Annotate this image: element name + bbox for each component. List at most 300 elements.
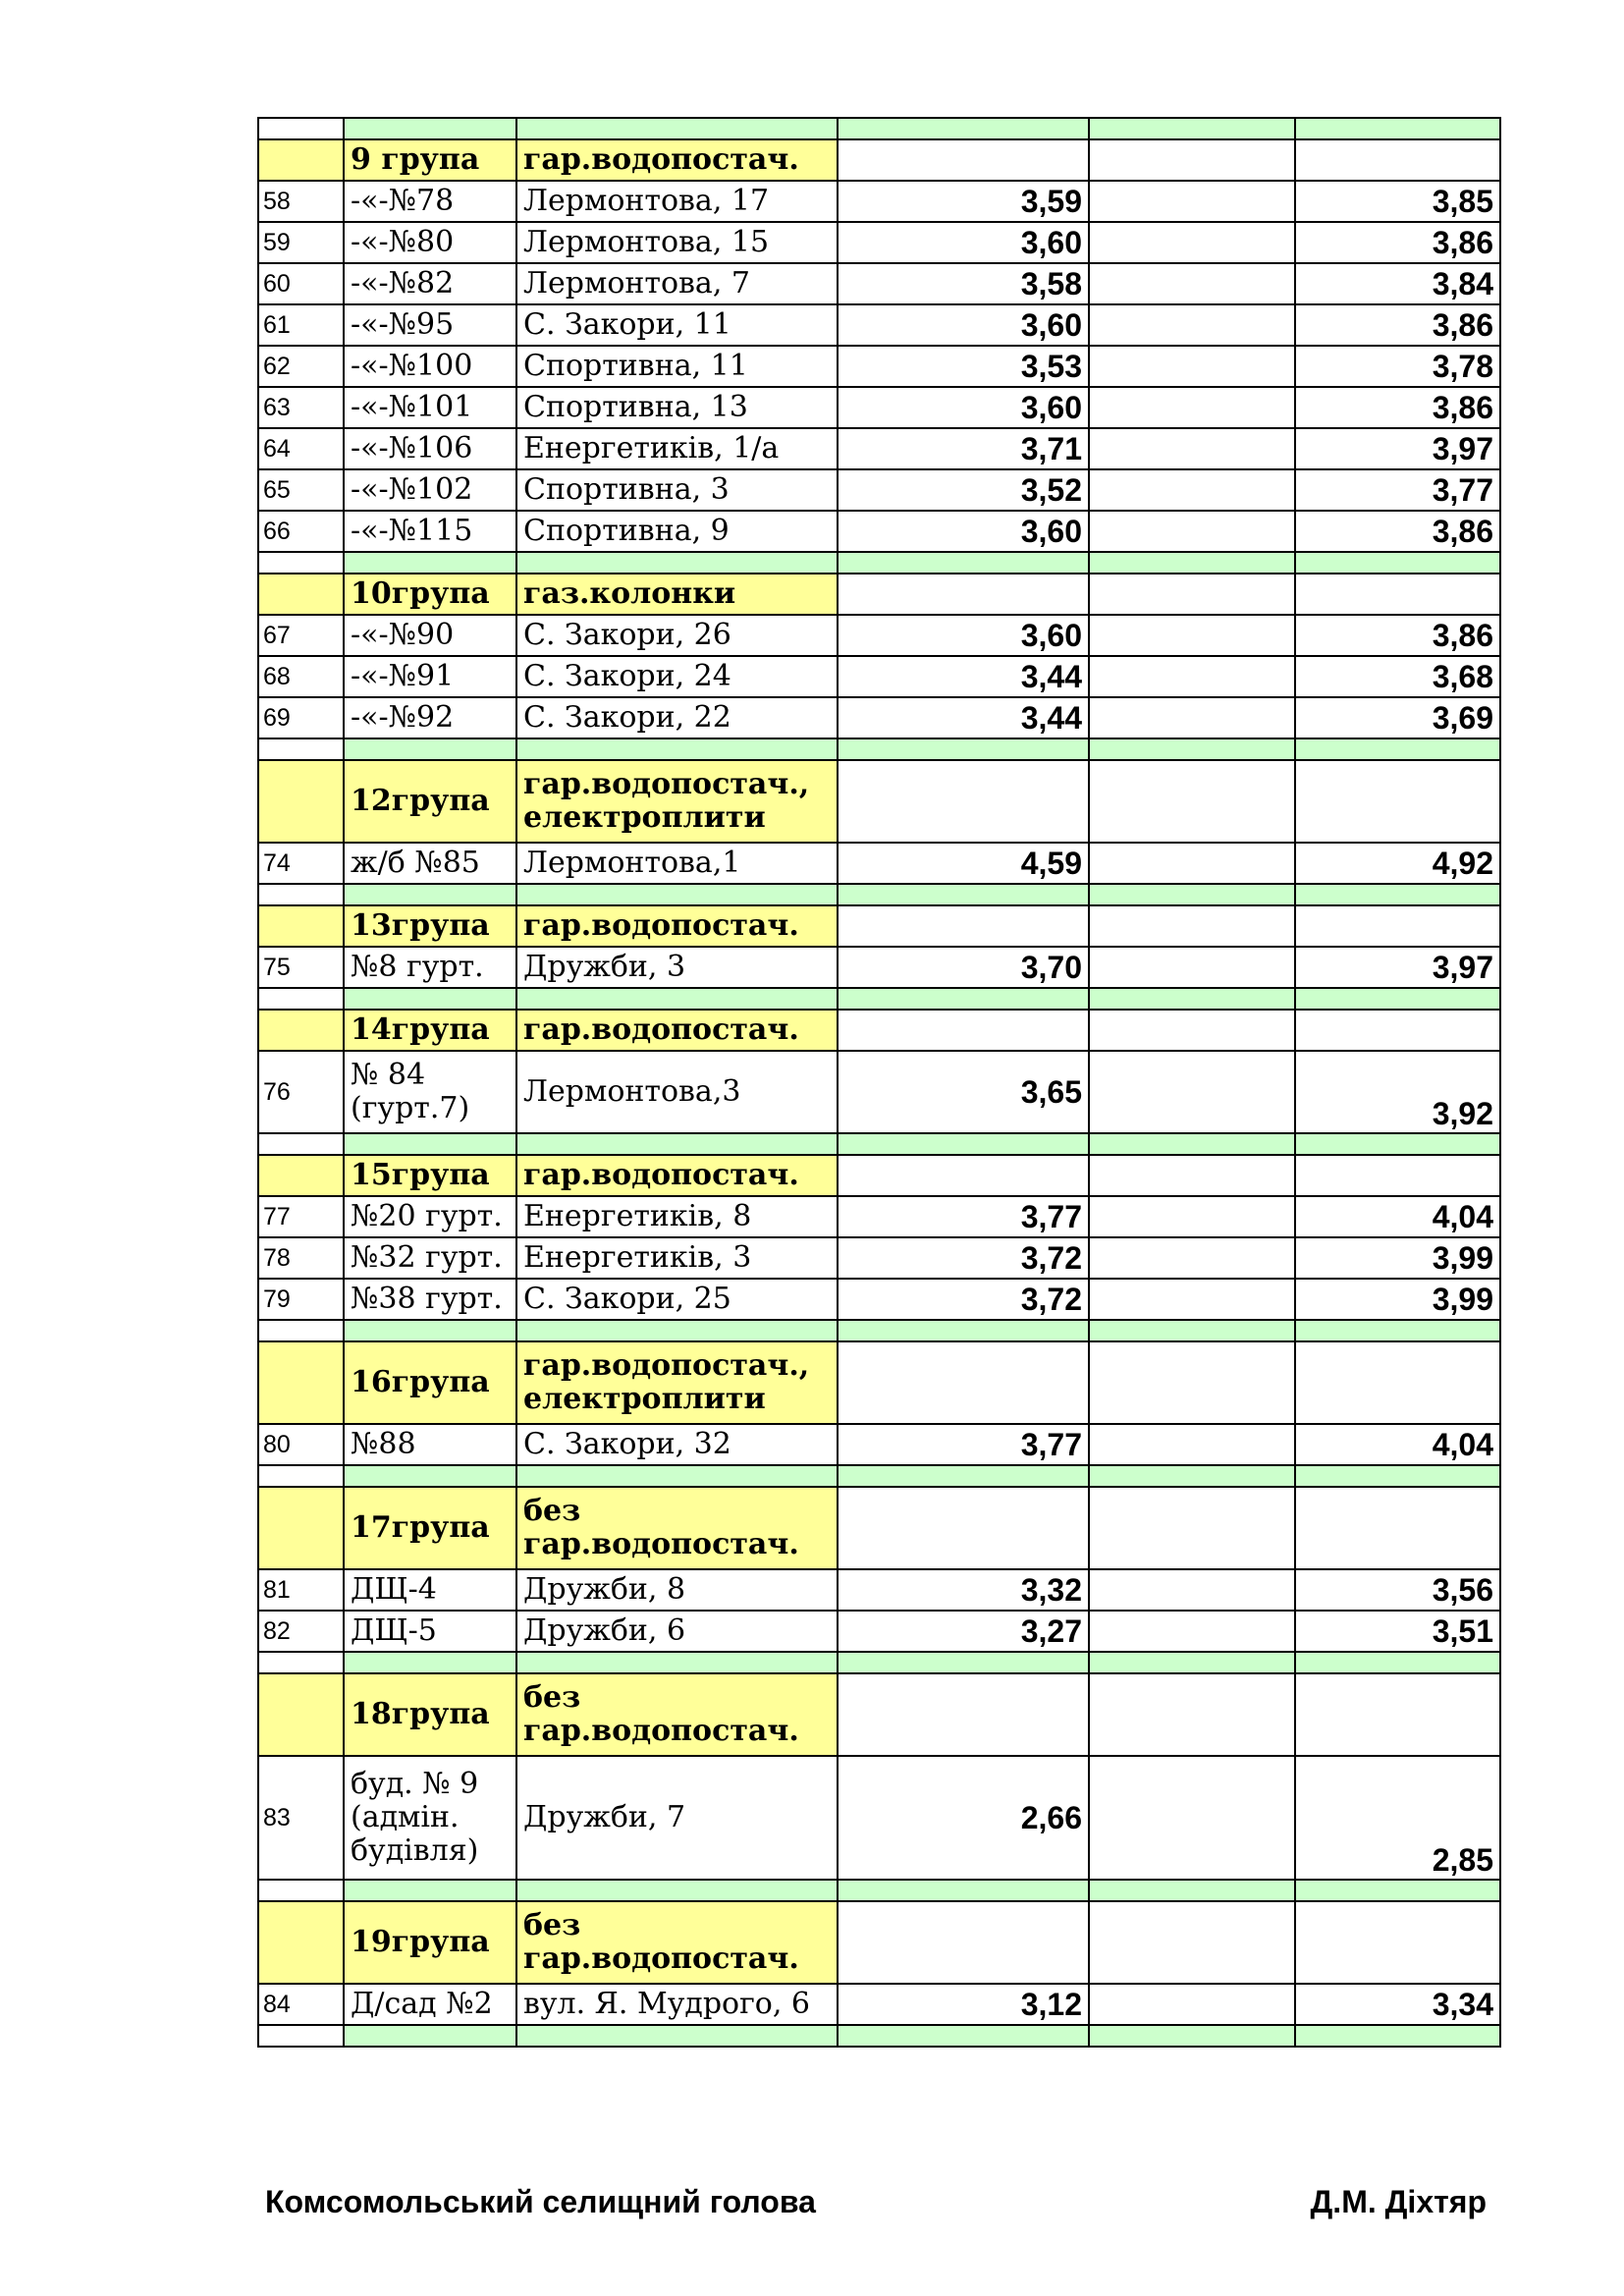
table-row xyxy=(258,1569,1500,1611)
group-name: 9 група xyxy=(344,139,516,181)
object-name: -«-№115 xyxy=(344,511,516,552)
tariff-value-2: 3,78 xyxy=(1295,346,1500,387)
tariff-value-2: 2,85 xyxy=(1295,1756,1500,1880)
separator-cell xyxy=(1295,1320,1500,1341)
separator-cell xyxy=(1089,118,1295,139)
row-number: 74 xyxy=(258,843,344,884)
empty-cell xyxy=(1089,697,1295,738)
group-header-row xyxy=(258,1010,1500,1051)
empty-cell xyxy=(838,139,1089,181)
table-row xyxy=(258,843,1500,884)
tariff-value-2: 3,69 xyxy=(1295,697,1500,738)
empty-cell xyxy=(1089,1487,1295,1569)
separator-cell xyxy=(516,2025,838,2047)
tariff-value-2: 3,99 xyxy=(1295,1279,1500,1320)
row-number: 58 xyxy=(258,181,344,222)
table-row xyxy=(258,656,1500,697)
empty-cell xyxy=(1089,304,1295,346)
group-header-row xyxy=(258,574,1500,615)
tariff-value-2: 3,77 xyxy=(1295,469,1500,511)
separator-cell xyxy=(258,552,344,574)
empty-cell xyxy=(1295,1155,1500,1196)
table-row xyxy=(258,1279,1500,1320)
separator-cell xyxy=(838,1652,1089,1673)
separator-cell xyxy=(344,1880,516,1901)
table-row xyxy=(258,222,1500,263)
address: Лермонтова,1 xyxy=(516,843,838,884)
row-number: 76 xyxy=(258,1051,344,1133)
empty-cell xyxy=(1089,1611,1295,1652)
separator-cell xyxy=(1089,1320,1295,1341)
object-name: №38 гурт. xyxy=(344,1279,516,1320)
separator-cell xyxy=(838,884,1089,905)
row-number: 61 xyxy=(258,304,344,346)
group-empty-cell xyxy=(258,1673,344,1756)
address: С. Закори, 25 xyxy=(516,1279,838,1320)
empty-cell xyxy=(1089,1984,1295,2025)
object-name: -«-№92 xyxy=(344,697,516,738)
tariff-value-1: 3,70 xyxy=(838,947,1089,988)
signatory-name: Д.М. Діхтяр xyxy=(1310,2184,1487,2219)
empty-cell xyxy=(1089,1237,1295,1279)
address: С. Закори, 22 xyxy=(516,697,838,738)
group-description: гар.водопостач. xyxy=(516,1010,838,1051)
empty-cell xyxy=(1295,760,1500,843)
separator-row xyxy=(258,552,1500,574)
separator-cell xyxy=(516,1320,838,1341)
tariff-value-2: 3,97 xyxy=(1295,428,1500,469)
tariff-value-1: 3,65 xyxy=(838,1051,1089,1133)
separator-cell xyxy=(344,1320,516,1341)
row-number: 60 xyxy=(258,263,344,304)
object-name: Д/сад №2 xyxy=(344,1984,516,2025)
empty-cell xyxy=(1089,615,1295,656)
row-number: 66 xyxy=(258,511,344,552)
address: С. Закори, 26 xyxy=(516,615,838,656)
separator-cell xyxy=(838,2025,1089,2047)
empty-cell xyxy=(838,1901,1089,1984)
empty-cell xyxy=(1089,843,1295,884)
signature-title: Комсомольський селищний голова xyxy=(265,2184,816,2219)
separator-cell xyxy=(344,1133,516,1155)
separator-cell xyxy=(1089,552,1295,574)
separator-cell xyxy=(1295,1652,1500,1673)
empty-cell xyxy=(1089,1010,1295,1051)
object-name: буд. № 9 (адмін. будівля) xyxy=(344,1756,516,1880)
empty-cell xyxy=(1089,428,1295,469)
row-number: 67 xyxy=(258,615,344,656)
row-number: 83 xyxy=(258,1756,344,1880)
separator-cell xyxy=(258,2025,344,2047)
tariff-value-2: 3,86 xyxy=(1295,615,1500,656)
empty-cell xyxy=(1295,1341,1500,1424)
separator-cell xyxy=(1295,1133,1500,1155)
tariff-value-1: 3,60 xyxy=(838,387,1089,428)
row-number: 84 xyxy=(258,1984,344,2025)
empty-cell xyxy=(1089,1901,1295,1984)
empty-cell xyxy=(838,905,1089,947)
tariff-value-1: 3,72 xyxy=(838,1279,1089,1320)
group-description: гар.водопостач., електроплити xyxy=(516,760,838,843)
group-header-row xyxy=(258,1487,1500,1569)
table-row xyxy=(258,1611,1500,1652)
object-name: №88 xyxy=(344,1424,516,1465)
empty-cell xyxy=(1089,947,1295,988)
separator-cell xyxy=(344,884,516,905)
address: Лермонтова,3 xyxy=(516,1051,838,1133)
object-name: ДЩ-5 xyxy=(344,1611,516,1652)
group-header-row xyxy=(258,139,1500,181)
separator-row xyxy=(258,118,1500,139)
row-number: 65 xyxy=(258,469,344,511)
group-description: гар.водопостач., електроплити xyxy=(516,1341,838,1424)
empty-cell xyxy=(1089,469,1295,511)
empty-cell xyxy=(1089,1569,1295,1611)
object-name: -«-№80 xyxy=(344,222,516,263)
row-number: 78 xyxy=(258,1237,344,1279)
empty-cell xyxy=(838,760,1089,843)
tariff-value-1: 3,27 xyxy=(838,1611,1089,1652)
separator-row xyxy=(258,1320,1500,1341)
row-number: 75 xyxy=(258,947,344,988)
empty-cell xyxy=(1089,1155,1295,1196)
tariff-table xyxy=(257,117,1501,2048)
separator-cell xyxy=(516,1133,838,1155)
empty-cell xyxy=(1089,511,1295,552)
separator-cell xyxy=(258,884,344,905)
group-name: 18група xyxy=(344,1673,516,1756)
separator-cell xyxy=(1089,2025,1295,2047)
address: Дружби, 3 xyxy=(516,947,838,988)
table-row xyxy=(258,263,1500,304)
empty-cell xyxy=(1089,346,1295,387)
group-header-row xyxy=(258,1341,1500,1424)
separator-cell xyxy=(516,1652,838,1673)
separator-cell xyxy=(516,738,838,760)
separator-cell xyxy=(258,1465,344,1487)
group-description: без гар.водопостач. xyxy=(516,1673,838,1756)
separator-cell xyxy=(1295,1880,1500,1901)
address: Лермонтова, 15 xyxy=(516,222,838,263)
empty-cell xyxy=(838,1673,1089,1756)
separator-cell xyxy=(1295,2025,1500,2047)
tariff-value-2: 4,92 xyxy=(1295,843,1500,884)
empty-cell xyxy=(1089,263,1295,304)
group-header-row xyxy=(258,760,1500,843)
table-row xyxy=(258,1424,1500,1465)
empty-cell xyxy=(1089,656,1295,697)
tariff-value-1: 3,52 xyxy=(838,469,1089,511)
group-name: 13група xyxy=(344,905,516,947)
group-header-row xyxy=(258,905,1500,947)
row-number: 68 xyxy=(258,656,344,697)
tariff-value-2: 3,56 xyxy=(1295,1569,1500,1611)
tariff-value-2: 3,84 xyxy=(1295,263,1500,304)
address: Дружби, 6 xyxy=(516,1611,838,1652)
tariff-value-2: 4,04 xyxy=(1295,1196,1500,1237)
separator-cell xyxy=(838,988,1089,1010)
tariff-value-1: 3,60 xyxy=(838,304,1089,346)
table-row xyxy=(258,1984,1500,2025)
separator-cell xyxy=(838,1880,1089,1901)
separator-row xyxy=(258,2025,1500,2047)
separator-row xyxy=(258,738,1500,760)
group-empty-cell xyxy=(258,1155,344,1196)
tariff-value-1: 3,44 xyxy=(838,697,1089,738)
separator-cell xyxy=(516,552,838,574)
empty-cell xyxy=(1089,181,1295,222)
separator-cell xyxy=(258,118,344,139)
separator-row xyxy=(258,1133,1500,1155)
empty-cell xyxy=(1089,905,1295,947)
object-name: -«-№95 xyxy=(344,304,516,346)
group-empty-cell xyxy=(258,1341,344,1424)
empty-cell xyxy=(1089,760,1295,843)
empty-cell xyxy=(838,1155,1089,1196)
separator-cell xyxy=(258,1652,344,1673)
tariff-value-2: 3,86 xyxy=(1295,511,1500,552)
empty-cell xyxy=(1089,574,1295,615)
separator-row xyxy=(258,988,1500,1010)
separator-cell xyxy=(1295,884,1500,905)
tariff-value-2: 4,04 xyxy=(1295,1424,1500,1465)
group-name: 10група xyxy=(344,574,516,615)
tariff-value-1: 3,60 xyxy=(838,615,1089,656)
group-empty-cell xyxy=(258,1487,344,1569)
address: Спортивна, 3 xyxy=(516,469,838,511)
tariff-value-1: 3,71 xyxy=(838,428,1089,469)
row-number: 79 xyxy=(258,1279,344,1320)
row-number: 77 xyxy=(258,1196,344,1237)
separator-cell xyxy=(1089,1652,1295,1673)
separator-cell xyxy=(838,118,1089,139)
separator-cell xyxy=(516,1880,838,1901)
tariff-value-1: 3,77 xyxy=(838,1196,1089,1237)
separator-cell xyxy=(1295,118,1500,139)
tariff-value-2: 3,51 xyxy=(1295,1611,1500,1652)
table-row xyxy=(258,181,1500,222)
separator-cell xyxy=(838,1133,1089,1155)
group-description: гар.водопостач. xyxy=(516,139,838,181)
group-description: газ.колонки xyxy=(516,574,838,615)
group-empty-cell xyxy=(258,1901,344,1984)
table-row xyxy=(258,1051,1500,1133)
group-header-row xyxy=(258,1901,1500,1984)
tariff-value-1: 3,12 xyxy=(838,1984,1089,2025)
object-name: -«-№91 xyxy=(344,656,516,697)
empty-cell xyxy=(1295,1673,1500,1756)
row-number: 81 xyxy=(258,1569,344,1611)
object-name: №20 гурт. xyxy=(344,1196,516,1237)
separator-cell xyxy=(258,1133,344,1155)
tariff-value-2: 3,86 xyxy=(1295,304,1500,346)
empty-cell xyxy=(838,1487,1089,1569)
separator-cell xyxy=(1295,552,1500,574)
empty-cell xyxy=(1295,574,1500,615)
empty-cell xyxy=(1089,1279,1295,1320)
separator-cell xyxy=(516,988,838,1010)
separator-cell xyxy=(516,1465,838,1487)
empty-cell xyxy=(1295,1901,1500,1984)
group-empty-cell xyxy=(258,760,344,843)
group-name: 14група xyxy=(344,1010,516,1051)
object-name: №32 гурт. xyxy=(344,1237,516,1279)
empty-cell xyxy=(1295,1010,1500,1051)
object-name: -«-№102 xyxy=(344,469,516,511)
empty-cell xyxy=(1089,1424,1295,1465)
empty-cell xyxy=(1089,1341,1295,1424)
row-number: 82 xyxy=(258,1611,344,1652)
separator-cell xyxy=(516,884,838,905)
tariff-value-2: 3,85 xyxy=(1295,181,1500,222)
empty-cell xyxy=(838,1341,1089,1424)
group-name: 16група xyxy=(344,1341,516,1424)
empty-cell xyxy=(1295,1487,1500,1569)
tariff-value-1: 3,44 xyxy=(838,656,1089,697)
tariff-value-1: 3,60 xyxy=(838,222,1089,263)
address: Спортивна, 9 xyxy=(516,511,838,552)
empty-cell xyxy=(1295,139,1500,181)
tariff-value-2: 3,34 xyxy=(1295,1984,1500,2025)
tariff-value-2: 3,86 xyxy=(1295,222,1500,263)
tariff-value-1: 3,72 xyxy=(838,1237,1089,1279)
empty-cell xyxy=(1089,222,1295,263)
separator-cell xyxy=(838,1320,1089,1341)
tariff-value-1: 3,77 xyxy=(838,1424,1089,1465)
address: Дружби, 8 xyxy=(516,1569,838,1611)
empty-cell xyxy=(1089,1051,1295,1133)
tariff-value-2: 3,99 xyxy=(1295,1237,1500,1279)
empty-cell xyxy=(1089,1673,1295,1756)
tariff-value-2: 3,97 xyxy=(1295,947,1500,988)
object-name: -«-№90 xyxy=(344,615,516,656)
address: Енергетиків, 3 xyxy=(516,1237,838,1279)
empty-cell xyxy=(838,1010,1089,1051)
empty-cell xyxy=(838,574,1089,615)
group-description: гар.водопостач. xyxy=(516,1155,838,1196)
separator-cell xyxy=(1295,1465,1500,1487)
group-description: гар.водопостач. xyxy=(516,905,838,947)
object-name: ДЩ-4 xyxy=(344,1569,516,1611)
separator-cell xyxy=(344,738,516,760)
group-header-row xyxy=(258,1673,1500,1756)
tariff-value-2: 3,68 xyxy=(1295,656,1500,697)
address: Лермонтова, 7 xyxy=(516,263,838,304)
address: Дружби, 7 xyxy=(516,1756,838,1880)
address: Енергетиків, 8 xyxy=(516,1196,838,1237)
address: вул. Я. Мудрого, 6 xyxy=(516,1984,838,2025)
group-name: 19група xyxy=(344,1901,516,1984)
object-name: -«-№100 xyxy=(344,346,516,387)
object-name: ж/б №85 xyxy=(344,843,516,884)
group-empty-cell xyxy=(258,574,344,615)
tariff-value-1: 2,66 xyxy=(838,1756,1089,1880)
group-name: 17група xyxy=(344,1487,516,1569)
table-row xyxy=(258,304,1500,346)
group-name: 15група xyxy=(344,1155,516,1196)
group-empty-cell xyxy=(258,1010,344,1051)
tariff-value-1: 3,32 xyxy=(838,1569,1089,1611)
table-row xyxy=(258,1196,1500,1237)
object-name: -«-№82 xyxy=(344,263,516,304)
table-row xyxy=(258,428,1500,469)
row-number: 80 xyxy=(258,1424,344,1465)
object-name: -«-№78 xyxy=(344,181,516,222)
separator-cell xyxy=(258,1320,344,1341)
separator-cell xyxy=(258,1880,344,1901)
table-row xyxy=(258,697,1500,738)
separator-cell xyxy=(1295,738,1500,760)
separator-cell xyxy=(1089,1465,1295,1487)
address: Енергетиків, 1/а xyxy=(516,428,838,469)
object-name: -«-№106 xyxy=(344,428,516,469)
empty-cell xyxy=(1089,1196,1295,1237)
separator-cell xyxy=(516,118,838,139)
separator-cell xyxy=(1295,988,1500,1010)
empty-cell xyxy=(1089,139,1295,181)
empty-cell xyxy=(1089,1756,1295,1880)
row-number: 63 xyxy=(258,387,344,428)
group-description: без гар.водопостач. xyxy=(516,1901,838,1984)
table-row xyxy=(258,947,1500,988)
row-number: 64 xyxy=(258,428,344,469)
separator-cell xyxy=(1089,738,1295,760)
separator-cell xyxy=(344,118,516,139)
group-name: 12група xyxy=(344,760,516,843)
address: Спортивна, 11 xyxy=(516,346,838,387)
table-row xyxy=(258,1756,1500,1880)
tariff-value-2: 3,92 xyxy=(1295,1051,1500,1133)
object-name: № 84 (гурт.7) xyxy=(344,1051,516,1133)
table-row xyxy=(258,1237,1500,1279)
separator-row xyxy=(258,884,1500,905)
empty-cell xyxy=(1295,905,1500,947)
separator-cell xyxy=(838,738,1089,760)
separator-cell xyxy=(1089,988,1295,1010)
address: Спортивна, 13 xyxy=(516,387,838,428)
separator-row xyxy=(258,1880,1500,1901)
separator-cell xyxy=(344,1465,516,1487)
address: Лермонтова, 17 xyxy=(516,181,838,222)
group-empty-cell xyxy=(258,905,344,947)
separator-cell xyxy=(258,738,344,760)
tariff-value-1: 3,60 xyxy=(838,511,1089,552)
separator-cell xyxy=(344,2025,516,2047)
table-row xyxy=(258,387,1500,428)
object-name: №8 гурт. xyxy=(344,947,516,988)
tariff-value-1: 4,59 xyxy=(838,843,1089,884)
tariff-value-1: 3,58 xyxy=(838,263,1089,304)
group-description: без гар.водопостач. xyxy=(516,1487,838,1569)
tariff-value-1: 3,59 xyxy=(838,181,1089,222)
table-row xyxy=(258,469,1500,511)
row-number: 62 xyxy=(258,346,344,387)
separator-cell xyxy=(838,1465,1089,1487)
tariff-value-2: 3,86 xyxy=(1295,387,1500,428)
table-row xyxy=(258,346,1500,387)
separator-cell xyxy=(344,988,516,1010)
row-number: 59 xyxy=(258,222,344,263)
separator-cell xyxy=(1089,1880,1295,1901)
separator-cell xyxy=(344,552,516,574)
group-empty-cell xyxy=(258,139,344,181)
separator-cell xyxy=(838,552,1089,574)
separator-cell xyxy=(344,1652,516,1673)
row-number: 69 xyxy=(258,697,344,738)
address: С. Закори, 24 xyxy=(516,656,838,697)
tariff-value-1: 3,53 xyxy=(838,346,1089,387)
table-row xyxy=(258,615,1500,656)
